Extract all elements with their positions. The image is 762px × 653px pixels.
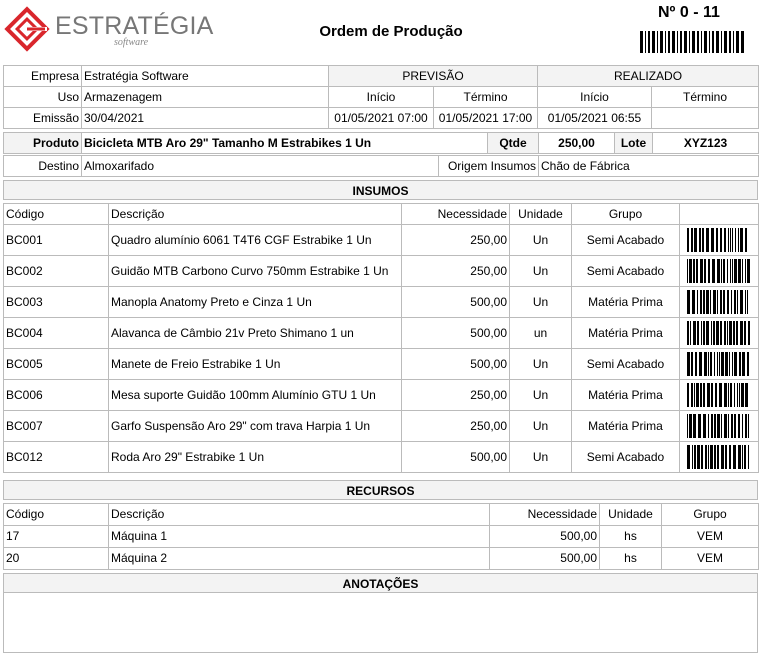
insumo-descricao: Manete de Freio Estrabike 1 Un [109,349,402,380]
insumo-necessidade: 250,00 [402,380,510,411]
recurso-descricao: Máquina 2 [109,548,490,570]
insumo-unidade: Un [510,442,572,473]
insumo-descricao: Alavanca de Câmbio 21v Preto Shimano 1 un [109,318,402,349]
insumo-unidade: Un [510,349,572,380]
barcode-icon [687,414,751,438]
document-number: Nº 0 - 11 [658,4,720,21]
table-row [4,318,759,349]
insumo-necessidade: 250,00 [402,411,510,442]
insumo-necessidade: 500,00 [402,349,510,380]
insumo-codigo: BC001 [4,225,109,256]
table-row [4,526,759,548]
previsao-inicio-label: Início [329,87,434,108]
insumo-grupo: Matéria Prima [572,287,680,318]
product-table [3,132,759,154]
barcode-icon [687,445,751,469]
order-info-table [3,65,759,129]
recurso-codigo: 20 [4,548,109,570]
insumo-unidade: Un [510,287,572,318]
insumo-descricao: Mesa suporte Guidão 100mm Alumínio GTU 1 Un [109,380,402,411]
insumo-codigo: BC002 [4,256,109,287]
table-row [4,380,759,411]
insumo-grupo: Semi Acabado [572,225,680,256]
barcode-icon [687,321,751,345]
logo-text: ESTRATÉGIA [55,12,214,40]
recursos-title: RECURSOS [3,480,758,500]
insumos-title: INSUMOS [3,180,758,200]
produto-value: Bicicleta MTB Aro 29" Tamanho M Estrabikes 1 Un [82,133,488,154]
emissao-label: Emissão [4,108,82,129]
origem-label: Origem Insumos [439,156,539,177]
table-row [4,287,759,318]
insumo-descricao: Garfo Suspensão Aro 29" com trava Harpia 1 Un [109,411,402,442]
insumos-table [3,203,759,473]
previsao-inicio-value: 01/05/2021 07:00 [329,108,434,129]
emissao-value: 30/04/2021 [82,108,329,129]
table-row [4,256,759,287]
realizado-termino-value [652,108,759,129]
insumo-necessidade: 500,00 [402,287,510,318]
recurso-descricao: Máquina 1 [109,526,490,548]
insumo-codigo: BC007 [4,411,109,442]
realizado-termino-label: Término [652,87,759,108]
barcode-icon [687,228,751,252]
empresa-label: Empresa [4,66,82,87]
insumo-necessidade: 250,00 [402,256,510,287]
insumo-descricao: Roda Aro 29" Estrabike 1 Un [109,442,402,473]
recursos-col-unidade: Unidade [600,504,662,526]
insumo-codigo: BC004 [4,318,109,349]
insumo-unidade: Un [510,256,572,287]
recurso-codigo: 17 [4,526,109,548]
barcode-icon [687,352,751,376]
insumo-codigo: BC003 [4,287,109,318]
recurso-unidade: hs [600,548,662,570]
qtde-label: Qtde [488,133,539,154]
recurso-grupo: VEM [662,548,759,570]
uso-label: Uso [4,87,82,108]
table-row [4,442,759,473]
table-row [4,548,759,570]
anotacoes-area [3,593,758,653]
recursos-col-descricao: Descrição [109,504,490,526]
previsao-termino-value: 01/05/2021 17:00 [434,108,538,129]
insumo-descricao: Quadro alumínio 6061 T4T6 CGF Estrabike 1 Un [109,225,402,256]
insumo-necessidade: 500,00 [402,318,510,349]
insumo-grupo: Semi Acabado [572,349,680,380]
insumo-grupo: Matéria Prima [572,318,680,349]
insumo-codigo: BC005 [4,349,109,380]
header-barcode-icon [640,31,744,53]
insumo-unidade: Un [510,225,572,256]
lote-label: Lote [615,133,653,154]
insumos-col-barcode [680,204,759,225]
insumos-col-unidade: Unidade [510,204,572,225]
destino-label: Destino [4,156,82,177]
table-row [4,349,759,380]
lote-value: XYZ123 [653,133,759,154]
realizado-header: REALIZADO [538,66,759,87]
insumos-col-codigo: Código [4,204,109,225]
table-row [4,411,759,442]
insumo-unidade: Un [510,380,572,411]
uso-value: Armazenagem [82,87,329,108]
logo-subtext: software [114,37,149,48]
insumo-grupo: Semi Acabado [572,256,680,287]
insumo-unidade: un [510,318,572,349]
realizado-inicio-label: Início [538,87,652,108]
insumos-col-descricao: Descrição [109,204,402,225]
previsao-header: PREVISÃO [329,66,538,87]
barcode-icon [687,290,751,314]
insumo-grupo: Semi Acabado [572,442,680,473]
insumo-descricao: Manopla Anatomy Preto e Cinza 1 Un [109,287,402,318]
recurso-necessidade: 500,00 [490,548,600,570]
insumos-col-necessidade: Necessidade [402,204,510,225]
insumo-necessidade: 500,00 [402,442,510,473]
recursos-col-codigo: Código [4,504,109,526]
barcode-icon [687,383,751,407]
recurso-grupo: VEM [662,526,759,548]
insumo-codigo: BC012 [4,442,109,473]
origem-value: Chão de Fábrica [539,156,759,177]
empresa-value: Estratégia Software [82,66,329,87]
insumo-descricao: Guidão MTB Carbono Curvo 750mm Estrabike 1 Un [109,256,402,287]
produto-label: Produto [4,133,82,154]
recursos-table [3,503,759,570]
recursos-col-grupo: Grupo [662,504,759,526]
insumo-necessidade: 250,00 [402,225,510,256]
recurso-necessidade: 500,00 [490,526,600,548]
realizado-inicio-value: 01/05/2021 06:55 [538,108,652,129]
table-row [4,225,759,256]
insumo-unidade: Un [510,411,572,442]
destino-value: Almoxarifado [82,156,439,177]
recurso-unidade: hs [600,526,662,548]
anotacoes-title: ANOTAÇÕES [3,573,758,593]
insumo-grupo: Matéria Prima [572,380,680,411]
insumos-col-grupo: Grupo [572,204,680,225]
qtde-value: 250,00 [539,133,615,154]
insumo-codigo: BC006 [4,380,109,411]
barcode-icon [687,259,751,283]
previsao-termino-label: Término [434,87,538,108]
page-title: Ordem de Produção [319,23,463,40]
destino-table [3,155,759,177]
recursos-col-necessidade: Necessidade [490,504,600,526]
insumo-grupo: Matéria Prima [572,411,680,442]
